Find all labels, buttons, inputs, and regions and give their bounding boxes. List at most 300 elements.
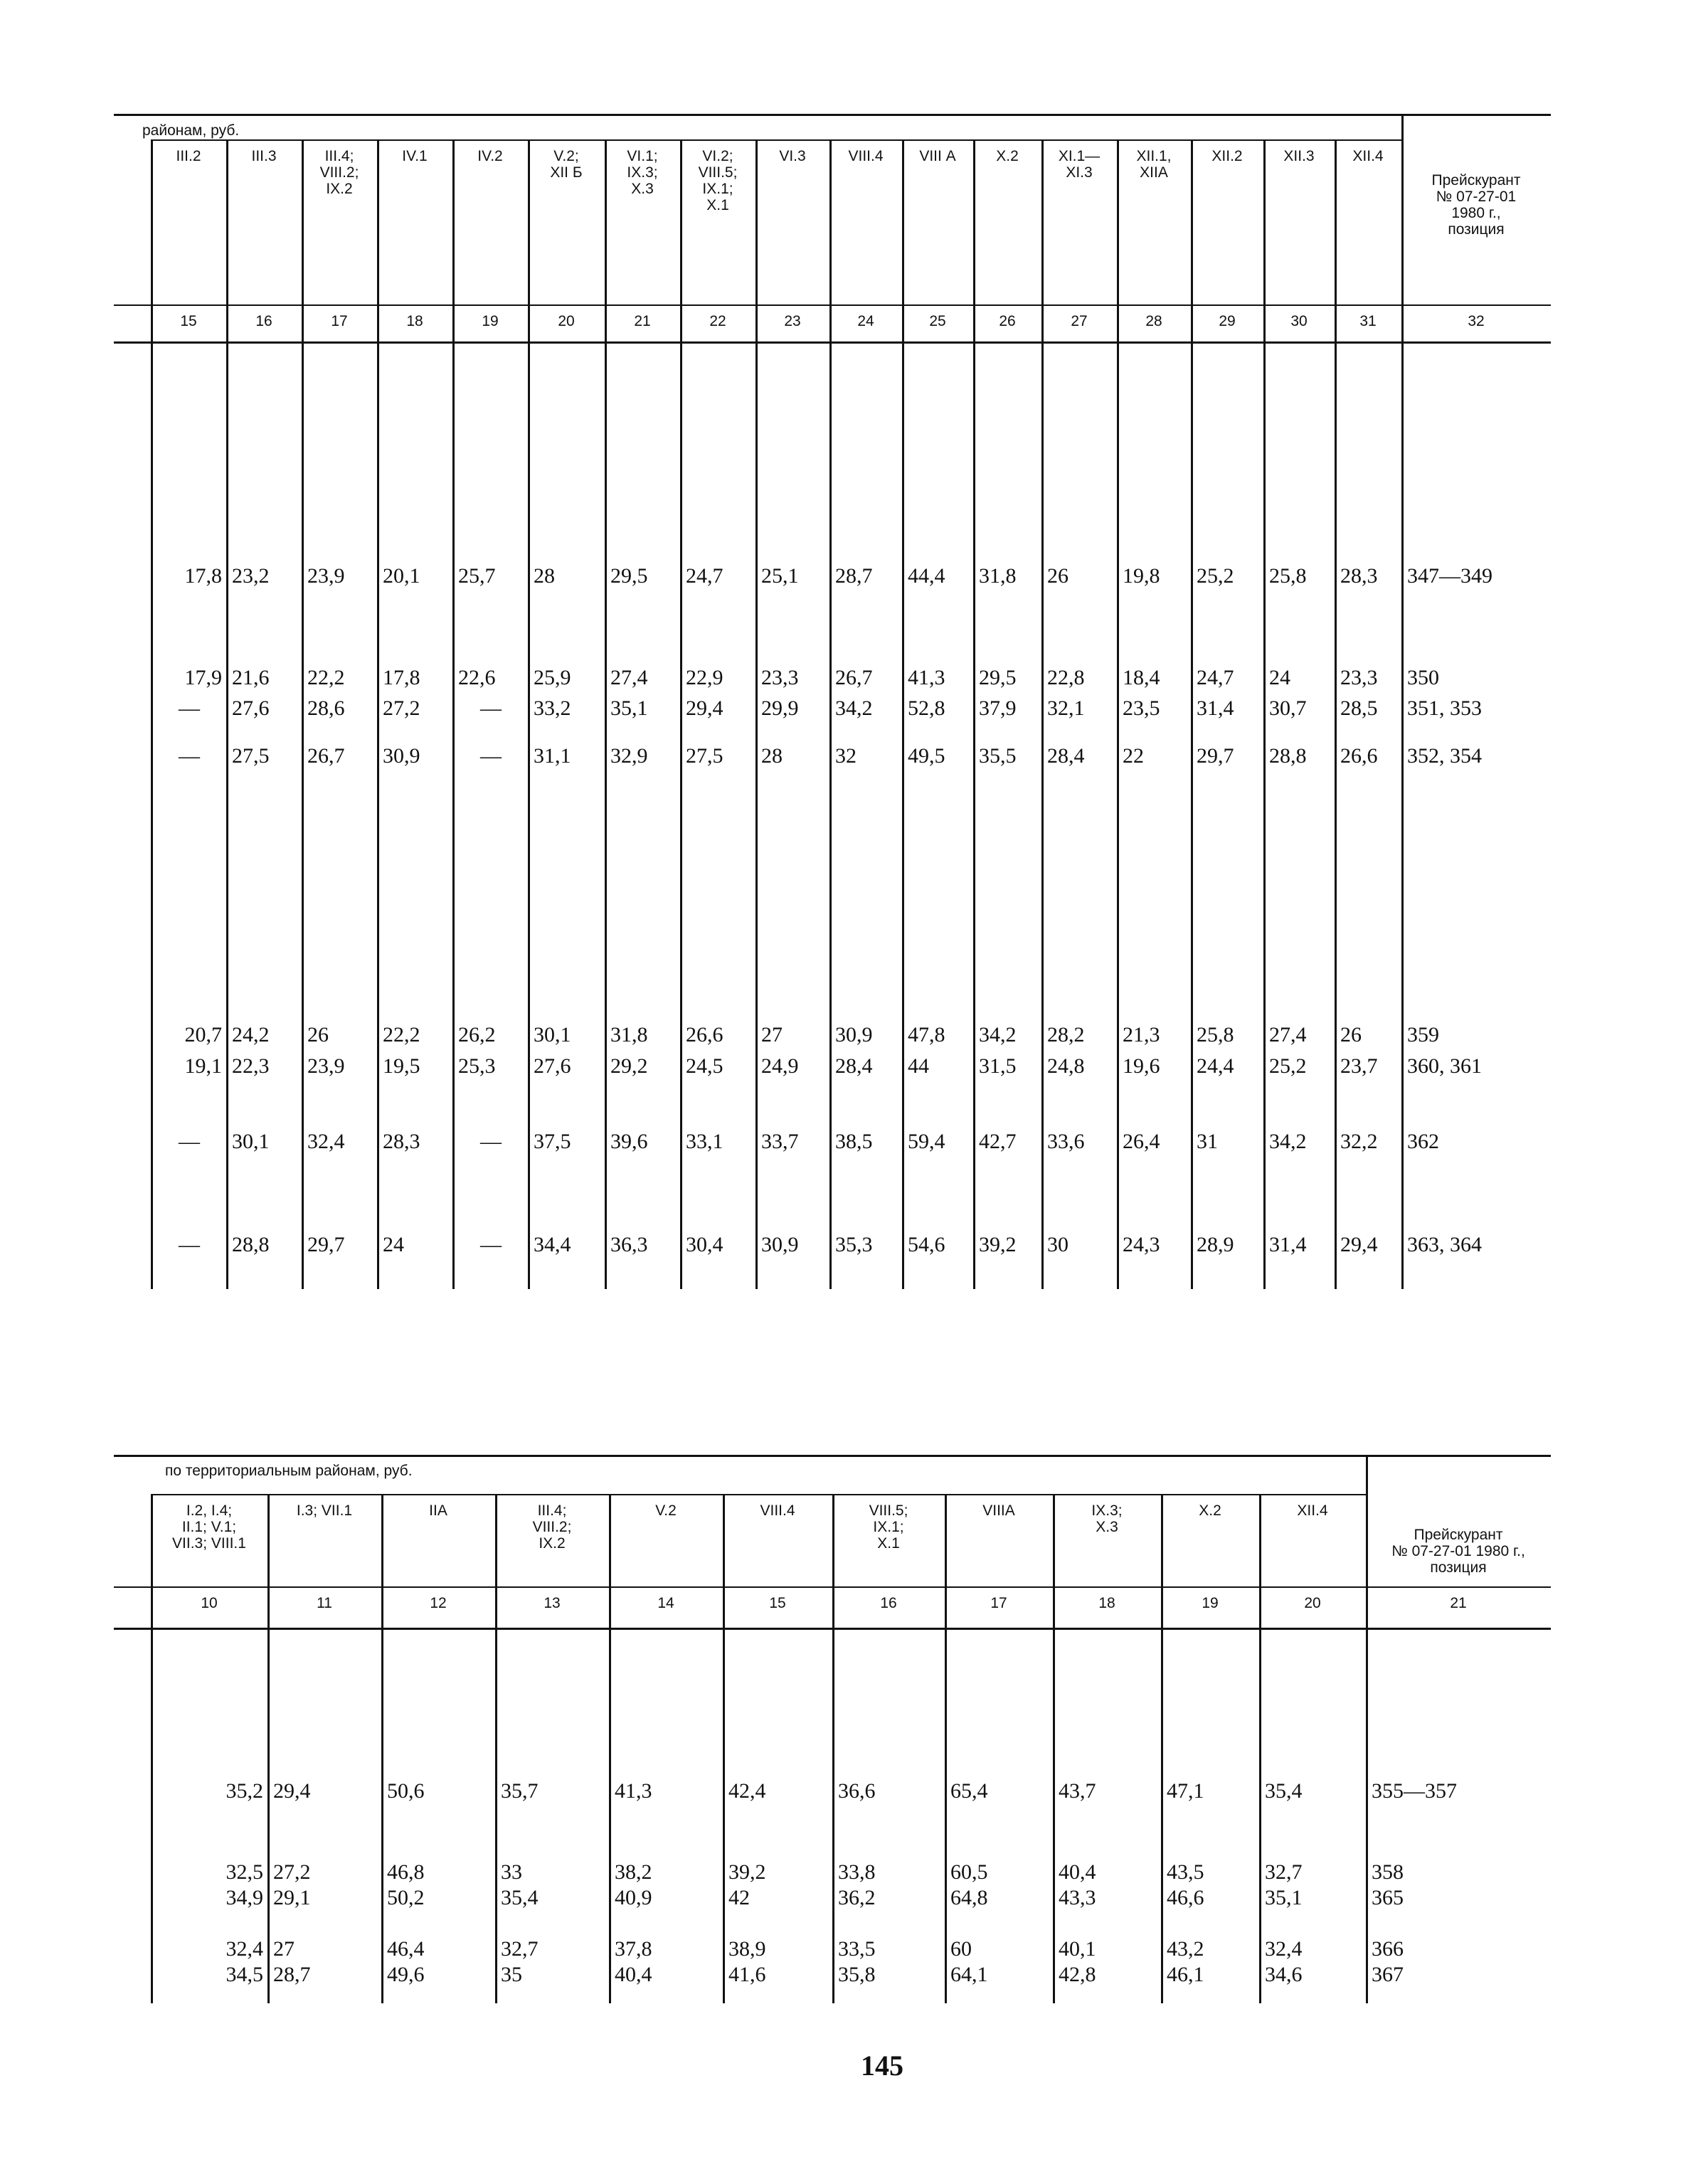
column-header: VIII А	[919, 148, 956, 164]
table-cell: 24,2	[232, 1023, 270, 1046]
table-cell: 39,6	[610, 1130, 648, 1153]
column-divider	[495, 1494, 497, 2003]
table-cell: 17,8	[184, 564, 222, 588]
table-cell: 28,4	[835, 1054, 873, 1078]
page-number: 145	[861, 2050, 903, 2082]
table-cell: 35,4	[501, 1886, 539, 1909]
table-cell: 37,8	[615, 1937, 652, 1961]
table-cell: 27,2	[273, 1860, 311, 1884]
table-cell: 29,7	[307, 1233, 345, 1256]
header-inner-rule	[151, 139, 1401, 141]
reference-cell: 366	[1372, 1937, 1404, 1961]
table-cell: 22	[1123, 744, 1144, 768]
column-divider	[1117, 139, 1119, 1289]
table-cell: 25,8	[1269, 564, 1307, 588]
column-number: 10	[201, 1595, 218, 1611]
table-cell: 33,5	[838, 1937, 876, 1961]
table-cell: 36,2	[838, 1886, 876, 1909]
column-number: 30	[1290, 313, 1308, 329]
table-cell: 40,9	[615, 1886, 652, 1909]
table-cell: 27,5	[232, 744, 270, 768]
table-cell: 42,8	[1059, 1963, 1096, 1986]
table-cell: 42	[728, 1886, 750, 1909]
column-header: IIА	[429, 1502, 447, 1519]
table-top-rule	[114, 1455, 1551, 1457]
table-cell: 23,5	[1123, 696, 1160, 720]
reference-cell: 365	[1372, 1886, 1404, 1909]
table-cell: 28,7	[273, 1963, 311, 1986]
table-cell: —	[480, 1233, 502, 1256]
table-cell: 22,6	[458, 666, 496, 689]
column-divider	[452, 139, 455, 1289]
column-header: V.2	[655, 1502, 677, 1519]
reference-cell: 350	[1407, 666, 1439, 689]
table-cell: 29,2	[610, 1054, 648, 1078]
table-cell: 26	[1340, 1023, 1362, 1046]
table-cell: 28,6	[307, 696, 345, 720]
table-cell: 31,4	[1197, 696, 1234, 720]
column-number: 11	[317, 1595, 332, 1611]
column-divider	[1041, 139, 1044, 1289]
table-cell: 24,7	[1197, 666, 1234, 689]
table-cell: 33,1	[686, 1130, 723, 1153]
table-cell: 37,9	[979, 696, 1017, 720]
column-number: 26	[999, 313, 1016, 329]
column-header: IV.2	[477, 148, 503, 164]
table-cell: —	[179, 744, 200, 768]
table-cell: 28,5	[1340, 696, 1378, 720]
column-header: VIII.4	[848, 148, 884, 164]
table-cell: 33,8	[838, 1860, 876, 1884]
reference-cell: 362	[1407, 1130, 1439, 1153]
table-cell: 24,4	[1197, 1054, 1234, 1078]
table-cell: 22,2	[383, 1023, 420, 1046]
table-cell: 31,8	[610, 1023, 648, 1046]
table-cell: 47,1	[1167, 1779, 1204, 1803]
column-header: VI.3	[779, 148, 806, 164]
table-cell: 29,9	[761, 696, 799, 720]
table-cell: 49,5	[908, 744, 945, 768]
table-cell: 59,4	[908, 1130, 945, 1153]
table-cell: 30,1	[232, 1130, 270, 1153]
column-number: 20	[1304, 1595, 1321, 1611]
table-cell: 18,4	[1123, 666, 1160, 689]
table-cell: 60,5	[950, 1860, 988, 1884]
column-number: 19	[1202, 1595, 1219, 1611]
table-cell: 26,7	[307, 744, 345, 768]
column-header: XII.2	[1211, 148, 1243, 164]
table-cell: 24,3	[1123, 1233, 1160, 1256]
table-cell: 64,8	[950, 1886, 988, 1909]
table-cell: 37,5	[534, 1130, 571, 1153]
table-cell: 27,4	[610, 666, 648, 689]
table-cell: 31	[1197, 1130, 1218, 1153]
table-cell: 33	[501, 1860, 522, 1884]
table-cell: 24	[1269, 666, 1290, 689]
column-header: IV.1	[402, 148, 428, 164]
column-divider	[1053, 1494, 1055, 2003]
column-divider	[381, 1494, 383, 2003]
column-number: 32	[1468, 313, 1485, 329]
table-cell: 42,7	[979, 1130, 1017, 1153]
table-cell: 35,8	[838, 1963, 876, 1986]
table-cell: —	[179, 696, 200, 720]
column-divider	[1161, 1494, 1163, 2003]
reference-cell: 360, 361	[1407, 1054, 1482, 1078]
table-cell: 30,1	[534, 1023, 571, 1046]
column-number: 15	[769, 1595, 786, 1611]
table-cell: 25,2	[1197, 564, 1234, 588]
table-cell: 26,2	[458, 1023, 496, 1046]
table-cell: 65,4	[950, 1779, 988, 1803]
column-number: 14	[657, 1595, 674, 1611]
table-cell: 40,1	[1059, 1937, 1096, 1961]
column-number: 21	[634, 313, 651, 329]
table-cell: 28	[761, 744, 783, 768]
table-cell: 23,3	[1340, 666, 1378, 689]
table-cell: 25,1	[761, 564, 799, 588]
table-cell: 40,4	[1059, 1860, 1096, 1884]
table-cell: 24	[383, 1233, 404, 1256]
table-cell: 42,4	[728, 1779, 766, 1803]
table-cell: 24,8	[1047, 1054, 1085, 1078]
table-cell: 23,9	[307, 564, 345, 588]
table-cell: 21,3	[1123, 1023, 1160, 1046]
table-cell: 44,4	[908, 564, 945, 588]
column-number: 17	[331, 313, 348, 329]
column-header: V.2; XII Б	[550, 148, 583, 181]
reference-cell: 351, 353	[1407, 696, 1482, 720]
column-number: 21	[1450, 1595, 1467, 1611]
column-header: IX.3; X.3	[1091, 1502, 1123, 1535]
reference-divider	[1401, 114, 1404, 1289]
table-cell: 31,4	[1269, 1233, 1307, 1256]
table-cell: 30,9	[761, 1233, 799, 1256]
table-cell: 29,4	[1340, 1233, 1378, 1256]
table-cell: 20,1	[383, 564, 420, 588]
table-cell: 40,4	[615, 1963, 652, 1986]
table-caption: районам, руб.	[142, 122, 240, 139]
table-cell: 41,3	[615, 1779, 652, 1803]
column-number: 27	[1071, 313, 1088, 329]
column-divider	[528, 139, 530, 1289]
column-number: 25	[929, 313, 946, 329]
table-cell: 35,7	[501, 1779, 539, 1803]
table-cell: 34,6	[1265, 1963, 1303, 1986]
column-header: X.2	[996, 148, 1019, 164]
column-header: XII.3	[1283, 148, 1315, 164]
column-number: 29	[1219, 313, 1236, 329]
table-cell: 46,4	[387, 1937, 425, 1961]
column-header: XII.4	[1297, 1502, 1328, 1519]
table-cell: 28,9	[1197, 1233, 1234, 1256]
table-cell: 24,5	[686, 1054, 723, 1078]
table-cell: 35,3	[835, 1233, 873, 1256]
table-cell: 33,2	[534, 696, 571, 720]
reference-cell: 363, 364	[1407, 1233, 1482, 1256]
column-divider	[151, 139, 153, 1289]
table-cell: 47,8	[908, 1023, 945, 1046]
column-divider	[832, 1494, 834, 2003]
table-cell: 32,7	[1265, 1860, 1303, 1884]
column-number: 13	[543, 1595, 561, 1611]
table-cell: 35,4	[1265, 1779, 1303, 1803]
table-cell: 46,6	[1167, 1886, 1204, 1909]
table-cell: 21,6	[232, 666, 270, 689]
table-cell: 32	[835, 744, 857, 768]
table-cell: 28,8	[232, 1233, 270, 1256]
table-cell: 34,2	[979, 1023, 1017, 1046]
table-cell: 34,2	[1269, 1130, 1307, 1153]
table-cell: 39,2	[979, 1233, 1017, 1256]
table-cell: 29,5	[979, 666, 1017, 689]
reference-cell: 367	[1372, 1963, 1404, 1986]
column-divider	[151, 1494, 153, 2003]
column-divider	[226, 139, 228, 1289]
reference-cell: 347—349	[1407, 564, 1492, 588]
table-cell: 20,7	[184, 1023, 222, 1046]
column-header: VI.1; IX.3; X.3	[627, 148, 658, 197]
table-cell: 32,5	[226, 1860, 263, 1884]
table-cell: 43,2	[1167, 1937, 1204, 1961]
table-cell: —	[480, 696, 502, 720]
table-cell: 50,2	[387, 1886, 425, 1909]
table-cell: 34,4	[534, 1233, 571, 1256]
table-cell: 34,9	[226, 1886, 263, 1909]
table-cell: 28,7	[835, 564, 873, 588]
column-divider	[605, 139, 607, 1289]
table-cell: 24,9	[761, 1054, 799, 1078]
table-cell: 35,1	[1265, 1886, 1303, 1909]
table-cell: 31,1	[534, 744, 571, 768]
table-cell: 22,2	[307, 666, 345, 689]
table-cell: 25,2	[1269, 1054, 1307, 1078]
column-divider	[945, 1494, 947, 2003]
column-divider	[755, 139, 758, 1289]
table-cell: 25,9	[534, 666, 571, 689]
table-cell: 30,7	[1269, 696, 1307, 720]
table-cell: 29,1	[273, 1886, 311, 1909]
table-cell: 43,7	[1059, 1779, 1096, 1803]
column-divider	[1263, 139, 1266, 1289]
column-number: 17	[990, 1595, 1007, 1611]
column-divider	[723, 1494, 725, 2003]
column-number: 20	[558, 313, 575, 329]
table-cell: 29,5	[610, 564, 648, 588]
table-cell: 49,6	[387, 1963, 425, 1986]
reference-cell: 358	[1372, 1860, 1404, 1884]
column-number: 19	[482, 313, 499, 329]
column-header: I.2, I.4; II.1; V.1; VII.3; VIII.1	[172, 1502, 246, 1552]
column-header: III.4; VIII.2; IX.2	[532, 1502, 572, 1552]
table-cell: 60	[950, 1937, 972, 1961]
column-header: Прейскурант № 07-27-01 1980 г., позиция	[1431, 172, 1521, 238]
table-cell: 32,4	[226, 1937, 263, 1961]
column-header: III.4; VIII.2; IX.2	[319, 148, 359, 197]
table-top-rule	[114, 114, 1551, 116]
column-divider	[1259, 1494, 1261, 2003]
table-cell: 23,7	[1340, 1054, 1378, 1078]
table-cell: 46,8	[387, 1860, 425, 1884]
table-cell: 26,7	[835, 666, 873, 689]
table-cell: 39,2	[728, 1860, 766, 1884]
column-header: VIII.4	[760, 1502, 795, 1519]
table-cell: 26,4	[1123, 1130, 1160, 1153]
table-cell: 54,6	[908, 1233, 945, 1256]
table-cell: —	[179, 1233, 200, 1256]
table-cell: —	[179, 1130, 200, 1153]
column-divider	[1191, 139, 1193, 1289]
table-cell: 33,6	[1047, 1130, 1085, 1153]
table-cell: 34,5	[226, 1963, 263, 1986]
table-cell: 50,6	[387, 1779, 425, 1803]
column-header: I.3; VII.1	[296, 1502, 353, 1519]
column-divider	[829, 139, 832, 1289]
column-divider	[609, 1494, 611, 2003]
table-cell: 26	[307, 1023, 329, 1046]
table-cell: —	[480, 1130, 502, 1153]
table-cell: 35,1	[610, 696, 648, 720]
table-cell: 36,3	[610, 1233, 648, 1256]
column-divider	[1335, 139, 1337, 1289]
column-header: XII.4	[1352, 148, 1384, 164]
reference-divider	[1366, 1455, 1368, 2003]
table-cell: 29,7	[1197, 744, 1234, 768]
table-cell: 38,5	[835, 1130, 873, 1153]
column-number: 16	[880, 1595, 897, 1611]
table-cell: 22,3	[232, 1054, 270, 1078]
table-cell: 27,4	[1269, 1023, 1307, 1046]
column-number: 12	[430, 1595, 447, 1611]
column-divider	[902, 139, 904, 1289]
table-cell: 19,5	[383, 1054, 420, 1078]
table-cell: 28,2	[1047, 1023, 1085, 1046]
table-cell: 27	[761, 1023, 783, 1046]
table-cell: 43,3	[1059, 1886, 1096, 1909]
column-number: 24	[857, 313, 874, 329]
column-header: III.3	[251, 148, 277, 164]
table-cell: 28	[534, 564, 555, 588]
column-number: 22	[709, 313, 726, 329]
table-cell: 31,8	[979, 564, 1017, 588]
table-cell: 35	[501, 1963, 522, 1986]
table-cell: 32,4	[307, 1130, 345, 1153]
table-caption: по территориальным районам, руб.	[165, 1463, 413, 1479]
table-cell: 36,6	[838, 1779, 876, 1803]
table-cell: 22,9	[686, 666, 723, 689]
table-cell: 38,9	[728, 1937, 766, 1961]
column-divider	[680, 139, 682, 1289]
table-cell: 17,9	[184, 666, 222, 689]
table-cell: 28,8	[1269, 744, 1307, 768]
table-cell: 26,6	[686, 1023, 723, 1046]
table-cell: 25,8	[1197, 1023, 1234, 1046]
table-cell: 35,5	[979, 744, 1017, 768]
table-cell: 41,6	[728, 1963, 766, 1986]
table-cell: 64,1	[950, 1963, 988, 1986]
column-number: 15	[180, 313, 197, 329]
table-cell: 32,4	[1265, 1937, 1303, 1961]
table-cell: 27	[273, 1937, 295, 1961]
column-number: 28	[1145, 313, 1162, 329]
column-header: XII.1, XIIА	[1136, 148, 1172, 181]
table-cell: 24,7	[686, 564, 723, 588]
table-cell: 41,3	[908, 666, 945, 689]
table-cell: 29,4	[273, 1779, 311, 1803]
table-cell: 33,7	[761, 1130, 799, 1153]
reference-cell: 352, 354	[1407, 744, 1482, 768]
column-number: 18	[1098, 1595, 1115, 1611]
column-divider	[267, 1494, 270, 2003]
column-number: 16	[255, 313, 272, 329]
column-header: VIII.5; IX.1; X.1	[869, 1502, 908, 1552]
table-cell: 27,5	[686, 744, 723, 768]
table-cell: 22,8	[1047, 666, 1085, 689]
table-cell: 26	[1047, 564, 1068, 588]
table-cell: 32,7	[501, 1937, 539, 1961]
table-cell: 44	[908, 1054, 929, 1078]
table-cell: 23,9	[307, 1054, 345, 1078]
table-cell: 30,9	[835, 1023, 873, 1046]
table-cell: 30	[1047, 1233, 1068, 1256]
table-cell: 30,4	[686, 1233, 723, 1256]
column-divider	[973, 139, 975, 1289]
column-header: XI.1— XI.3	[1058, 148, 1101, 181]
column-number: 23	[784, 313, 801, 329]
reference-cell: 359	[1407, 1023, 1439, 1046]
column-header: VIIIА	[982, 1502, 1015, 1519]
table-cell: 32,1	[1047, 696, 1085, 720]
table-cell: 25,7	[458, 564, 496, 588]
column-number: 18	[406, 313, 423, 329]
table-cell: 31,5	[979, 1054, 1017, 1078]
table-cell: 34,2	[835, 696, 873, 720]
table-cell: 25,3	[458, 1054, 496, 1078]
column-header: X.2	[1199, 1502, 1221, 1519]
table-cell: 43,5	[1167, 1860, 1204, 1884]
table-cell: 32,9	[610, 744, 648, 768]
column-header: Прейскурант № 07-27-01 1980 г., позиция	[1391, 1527, 1525, 1576]
table-cell: 28,3	[383, 1130, 420, 1153]
table-cell: 35,2	[226, 1779, 263, 1803]
column-divider	[302, 139, 304, 1289]
table-cell: 38,2	[615, 1860, 652, 1884]
column-number: 31	[1359, 313, 1377, 329]
table-cell: 19,8	[1123, 564, 1160, 588]
table-cell: 28,3	[1340, 564, 1378, 588]
table-cell: 23,2	[232, 564, 270, 588]
table-cell: 29,4	[686, 696, 723, 720]
table-cell: 28,4	[1047, 744, 1085, 768]
column-divider	[377, 139, 379, 1289]
table-cell: 26,6	[1340, 744, 1378, 768]
reference-cell: 355—357	[1372, 1779, 1457, 1803]
table-cell: 17,8	[383, 666, 420, 689]
table-cell: 27,6	[232, 696, 270, 720]
column-header: VI.2; VIII.5; IX.1; X.1	[698, 148, 738, 213]
table-cell: 23,3	[761, 666, 799, 689]
table-cell: 30,9	[383, 744, 420, 768]
table-cell: 46,1	[1167, 1963, 1204, 1986]
header-inner-rule	[151, 1494, 1366, 1495]
table-cell: —	[480, 744, 502, 768]
table-cell: 19,6	[1123, 1054, 1160, 1078]
column-header: III.2	[176, 148, 201, 164]
table-cell: 19,1	[184, 1054, 222, 1078]
table-cell: 27,6	[534, 1054, 571, 1078]
table-cell: 27,2	[383, 696, 420, 720]
table-cell: 52,8	[908, 696, 945, 720]
